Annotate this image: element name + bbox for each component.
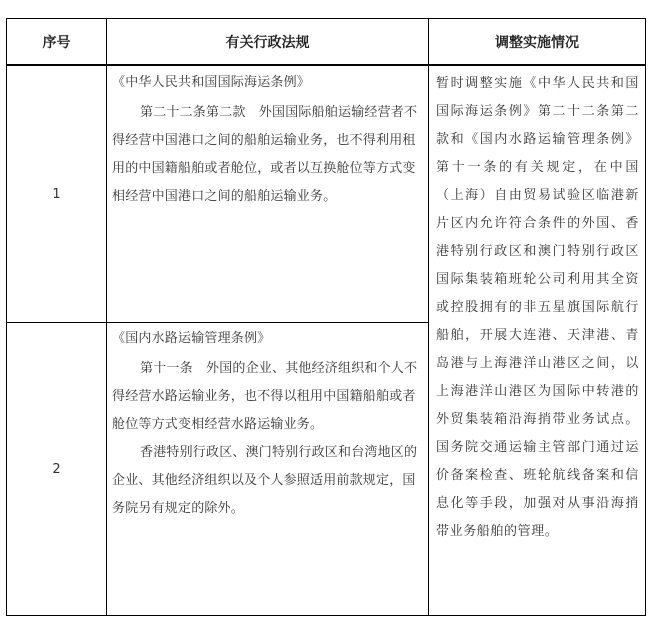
table-border-right (645, 18, 646, 616)
regulation-article: 第十一条 外国的企业、其他经济组织和个人不得经营水路运输业务，也不得以租用中国籍船舶或者舱位等方式变相经营水路运输业务。 (112, 361, 418, 432)
row-1-index: 1 (52, 186, 61, 202)
header-regulation: 有关行政法规 (225, 34, 310, 51)
header-implementation: 调整实施情况 (495, 34, 579, 51)
row-2-regulation (112, 325, 423, 523)
regulation-article: 香港特别行政区、澳门特别行政区和台湾地区的企业、其他经济组织以及个人参照适用前款规定，国务院另有规定的除外。 (112, 445, 418, 516)
regulation-article: 第二十二条第二款 外国国际船舶运输经营者不得经营中国港口之间的船舶运输业务，也不得利用租用的中国籍船舶或者舱位，或者以互换舱位等方式变相经营中国港口之间的船舶运输业务。 (112, 105, 418, 204)
regulation-title: 《国内水路运输管理条例》 (112, 331, 271, 346)
row-2-index: 2 (52, 461, 61, 477)
header-index: 序号 (42, 34, 71, 51)
row-1-regulation (112, 69, 423, 211)
regulation-title: 《中华人民共和国国际海运条例》 (112, 75, 311, 90)
implementation-text: 暂时调整实施《中华人民共和国国际海运条例》第二十二条第二款和《国内水路运输管理条例》第十一条的有关规定，在中国（上海）自由贸易试验区临港新片区内允许符合条件的外国、香港特别行政区和澳门特别行政区国际集装箱班轮公司利用其全资或控股拥有的非五星旗国际航行船舶，开展大连港、天津港、青岛港与上海港洋山港区之间，以上海港洋山港区为国际中转港的外贸集装箱沿海捎带业务试点。国务院交通运输主管部门通过运价备案检查、班轮航线备案和信息化等手段，加强对从事沿海捎带业务船舶的管理。 (436, 76, 639, 539)
column-divider-1 (106, 18, 107, 616)
table-border-bottom (6, 615, 646, 616)
column-divider-2 (428, 18, 429, 616)
